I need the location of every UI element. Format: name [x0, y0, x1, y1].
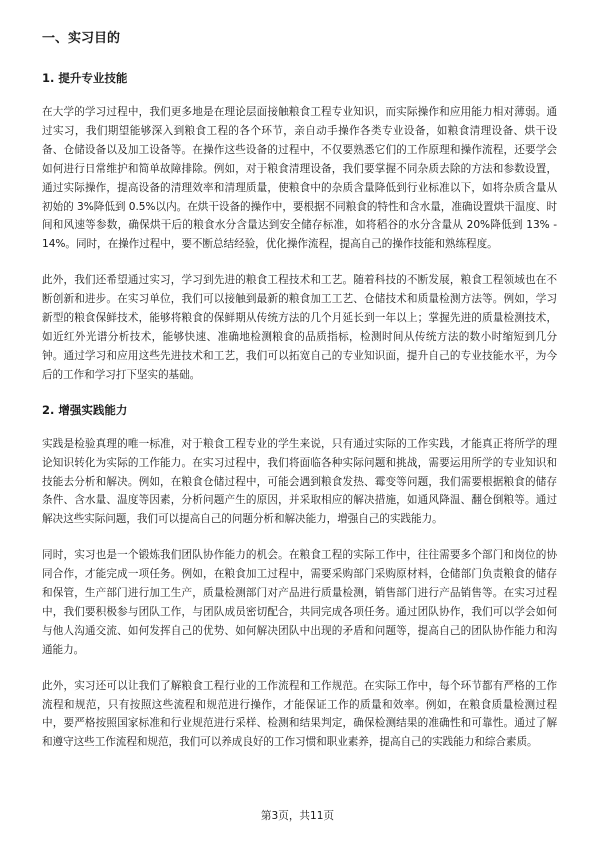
paragraph: 在大学的学习过程中，我们更多地是在理论层面接触粮食工程专业知识，而实际操作和应用能力相对薄弱。通过实习，我们期望能够深入到粮食工程的各个环节，亲自动手操作各类专业设备，如粮食清理设备、烘干设备、仓储设备以及加工设备等。在操作这些设备的过程中，不仅要熟悉它们的工作原理和操作流程，还要学会如何进行日常维护和简单故障排除。例如，对于粮食清理设备，我们要掌握不同杂质去除的方法和参数设置，通过实际操作，提高设备的清理效率和清理质量，使粮食中的杂质含量降低到行业标准以下，如将杂质含量从初始的 3%降低到 0.5%以内。在烘干设备的操作中，要根据不同粮食的特性和含水量，准确设置烘干温度、时间和风速等参数，确保烘干后的粮食水分含量达到安全储存标准，如将稻谷的水分含量从 20%降低到 13% - 14%。同时，在操作过程中，要不断总结经验，优化操作流程，提高自己的操作技能和熟练程度。 [42, 106, 557, 251]
section-heading: 一、实习目的 [42, 31, 121, 46]
subsection-heading-practice: 2. 增强实践能力 [42, 402, 128, 417]
subsection-heading-skills: 1. 提升专业技能 [42, 71, 128, 85]
paragraph: 实践是检验真理的唯一标准，对于粮食工程专业的学生来说，只有通过实际的工作实践，才能真正将所学的理论知识转化为实际的工作能力。在实习过程中，我们将面临各种实际问题和挑战，需要运用所学的专业知识和技能去分析和解决。例如，在粮食仓储过程中，可能会遇到粮食发热、霉变等问题，我们需要根据粮食的储存条件、含水量、温度等因素，分析问题产生的原因，并采取相应的解决措施，如通风降温、翻仓倒粮等。通过解决这些实际问题，我们可以提高自己的问题分析和解决能力，增强自己的实践能力。 [42, 437, 557, 526]
paragraph: 同时，实习也是一个锻炼我们团队协作能力的机会。在粮食工程的实际工作中，往往需要多个部门和岗位的协同合作，才能完成一项任务。例如，在粮食加工过程中，需要采购部门采购原材料，仓储部门负责粮食的储存和保管，生产部门进行加工生产，质量检测部门对产品进行质量检测，销售部门进行产品销售等。在实习过程中，我们要积极参与团队工作，与团队成员密切配合，共同完成各项任务。通过团队协作，我们可以学会如何与他人沟通交流、如何发挥自己的优势、如何解决团队中出现的矛盾和问题等，提高自己的团队协作能力和沟通能力。 [42, 549, 557, 656]
document-page [42, 30, 557, 769]
page-number: 第3页，共11页 [260, 810, 335, 822]
paragraph: 此外，我们还希望通过实习，学习到先进的粮食工程技术和工艺。随着科技的不断发展，粮食工程领域也在不断创新和进步。在实习单位，我们可以接触到最新的粮食加工工艺、仓储技术和质量检测方法等。例如，学习新型的粮食保鲜技术，能够将粮食的保鲜期从传统方法的几个月延长到一年以上；掌握先进的质量检测技术，如近红外光谱分析技术，能够快速、准确地检测粮食的品质指标，检测时间从传统方法的数小时缩短到几分钟。通过学习和应用这些先进技术和工艺，我们可以拓宽自己的专业知识面，提升自己的专业技能水平，为今后的工作和学习打下坚实的基础。 [42, 274, 557, 381]
paragraph: 此外，实习还可以让我们了解粮食工程行业的工作流程和工作规范。在实际工作中，每个环节都有严格的工作流程和规范，只有按照这些流程和规范进行操作，才能保证工作的质量和效率。例如，在粮食质量检测过程中，要严格按照国家标准和行业规范进行采样、检测和结果判定，确保检测结果的准确性和可靠性。通过了解和遵守这些工作流程和规范，我们可以养成良好的工作习惯和职业素养，提高自己的实践能力和综合素质。 [42, 679, 557, 749]
